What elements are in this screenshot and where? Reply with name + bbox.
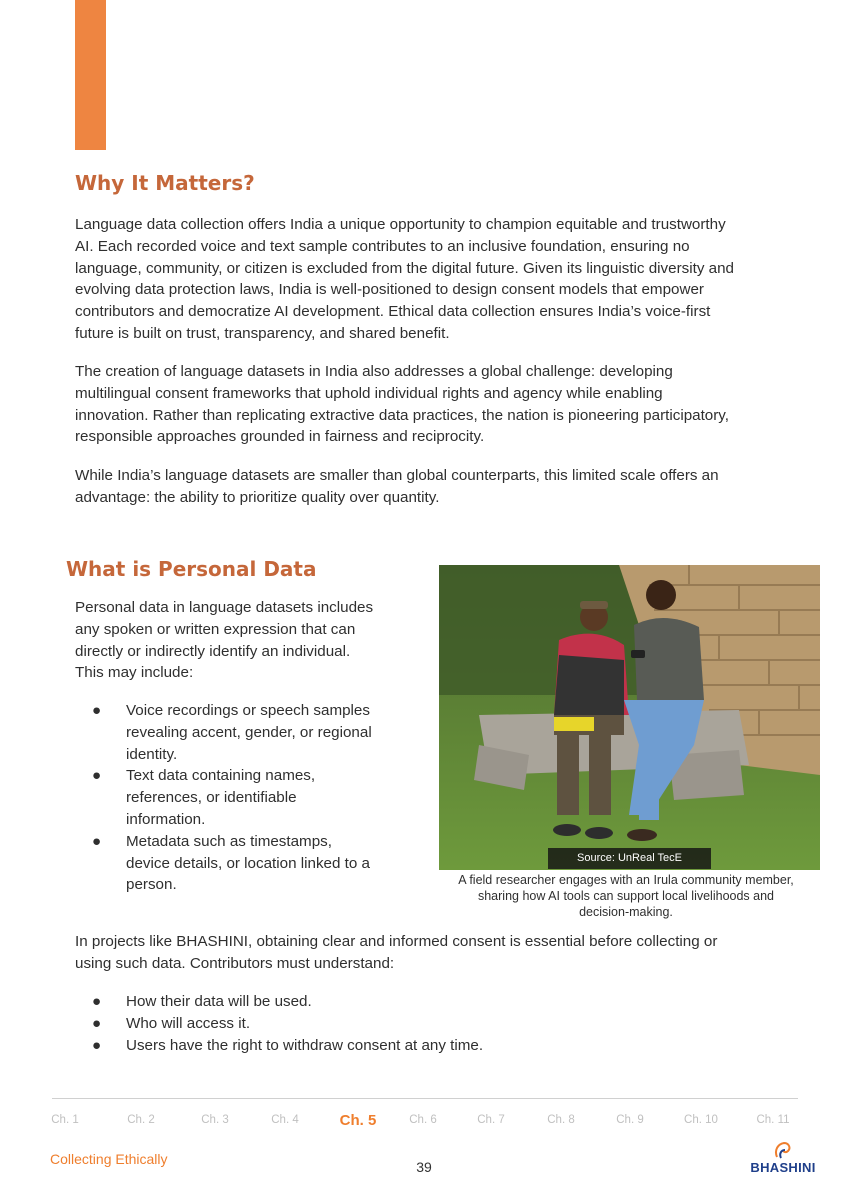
text-line: advantage: the ability to prioritize quality over quantity. bbox=[75, 488, 440, 506]
chapter-link-3[interactable]: Ch. 3 bbox=[201, 1114, 229, 1126]
section-heading-personal-data: What is Personal Data bbox=[66, 557, 317, 581]
text-line: Voice recordings or speech samples bbox=[126, 702, 370, 719]
caption-line: A field researcher engages with an Irula community member, bbox=[458, 873, 794, 887]
paragraph-why-2 bbox=[75, 361, 795, 448]
image-source-tag: Source: UnReal TecE bbox=[548, 848, 711, 869]
bullet-icon: ● bbox=[92, 1036, 102, 1054]
section-heading-why-it-matters: Why It Matters? bbox=[75, 171, 255, 195]
bullet-icon: ● bbox=[92, 993, 102, 1010]
chapter-nav bbox=[0, 1108, 848, 1138]
logo-text: BHASHINI bbox=[750, 1160, 816, 1175]
personal-data-intro bbox=[75, 597, 415, 684]
text-line: Metadata such as timestamps, bbox=[126, 832, 332, 850]
text-line: language, community, or citizen is excluded from the digital future. Given its linguistic diversity and bbox=[75, 259, 734, 277]
text-line: identity. bbox=[126, 745, 178, 763]
text-line: In projects like BHASHINI, obtaining clear and informed consent is essential before collecting or bbox=[75, 933, 718, 950]
consent-list bbox=[75, 991, 795, 1056]
paragraph-why-1 bbox=[75, 214, 795, 345]
text-line: contributors and democratize AI development. Ethical data collection ensures India’s voice-first bbox=[75, 303, 711, 321]
text-line: using such data. Contributors must understand: bbox=[75, 954, 395, 972]
text-line: information. bbox=[126, 810, 206, 828]
image-caption bbox=[440, 872, 812, 920]
list-item bbox=[75, 1035, 795, 1057]
chapter-link-1[interactable]: Ch. 1 bbox=[51, 1114, 79, 1126]
bullet-icon: ● bbox=[92, 1014, 102, 1032]
text-line: directly or indirectly identify an individual. bbox=[75, 642, 351, 660]
footer-divider bbox=[52, 1098, 798, 1099]
personal-data-list bbox=[75, 700, 415, 896]
text-line: responsible approaches grounded in fairness and reciprocity. bbox=[75, 428, 485, 446]
chapter-link-7[interactable]: Ch. 7 bbox=[477, 1114, 505, 1126]
list-item bbox=[75, 831, 415, 896]
text-line: Users have the right to withdraw consent at any time. bbox=[126, 1036, 484, 1054]
bullet-icon: ● bbox=[92, 702, 102, 719]
text-line: references, or identifiable bbox=[126, 789, 297, 807]
text-line: The creation of language datasets in India also addresses a global challenge: developing bbox=[75, 363, 673, 380]
text-line: While India’s language datasets are smaller than global counterparts, this limited scale offers an bbox=[75, 467, 719, 484]
text-line: Language data collection offers India a unique opportunity to champion equitable and trustworthy bbox=[75, 216, 726, 233]
field-research-photo bbox=[439, 565, 820, 870]
chapter-link-10[interactable]: Ch. 10 bbox=[684, 1114, 718, 1126]
text-line: multilingual consent frameworks that uphold individual rights and agency while enabling bbox=[75, 384, 663, 402]
footer-section-title: Collecting Ethically bbox=[50, 1151, 168, 1167]
paragraph-why-3 bbox=[75, 465, 795, 509]
text-line: future is built on trust, transparency, and shared benefit. bbox=[75, 324, 450, 342]
bullet-icon: ● bbox=[92, 767, 102, 785]
logo-mark-icon bbox=[748, 1140, 818, 1160]
text-line: Who will access it. bbox=[126, 1014, 251, 1032]
chapter-link-11[interactable]: Ch. 11 bbox=[756, 1114, 790, 1126]
text-line: innovation. Rather than replicating extractive data practices, the nation is pioneering participatory, bbox=[75, 406, 729, 424]
text-line: person. bbox=[126, 876, 177, 894]
bhashini-logo bbox=[748, 1140, 818, 1180]
text-line: revealing accent, gender, or regional bbox=[126, 723, 372, 741]
caption-line: decision-making. bbox=[579, 905, 673, 919]
list-item bbox=[75, 700, 415, 765]
list-item bbox=[75, 991, 795, 1013]
bullet-icon: ● bbox=[92, 832, 102, 850]
text-line: Personal data in language datasets includes bbox=[75, 599, 374, 616]
chapter-link-6[interactable]: Ch. 6 bbox=[409, 1114, 437, 1126]
text-line: evolving data protection laws, India is well-positioned to design consent models that empower bbox=[75, 281, 704, 299]
chapter-link-9[interactable]: Ch. 9 bbox=[616, 1114, 644, 1126]
chapter-link-5[interactable]: Ch. 5 bbox=[339, 1112, 377, 1129]
text-line: any spoken or written expression that can bbox=[75, 620, 356, 638]
caption-line: sharing how AI tools can support local livelihoods and bbox=[477, 889, 774, 903]
chapter-link-4[interactable]: Ch. 4 bbox=[271, 1114, 299, 1126]
list-item bbox=[75, 765, 415, 830]
text-line: AI. Each recorded voice and text sample contributes to an inclusive foundation, ensuring no bbox=[75, 237, 690, 255]
consent-paragraph bbox=[75, 931, 795, 975]
chapter-link-8[interactable]: Ch. 8 bbox=[547, 1114, 575, 1126]
accent-bar bbox=[75, 0, 106, 150]
text-line: device details, or location linked to a bbox=[126, 854, 370, 872]
list-item bbox=[75, 1013, 795, 1035]
photo-illustration bbox=[439, 565, 820, 870]
page-number: 39 bbox=[416, 1159, 432, 1175]
text-line: This may include: bbox=[75, 664, 194, 682]
chapter-link-2[interactable]: Ch. 2 bbox=[127, 1114, 155, 1126]
text-line: How their data will be used. bbox=[126, 993, 312, 1010]
text-line: Text data containing names, bbox=[126, 767, 316, 785]
